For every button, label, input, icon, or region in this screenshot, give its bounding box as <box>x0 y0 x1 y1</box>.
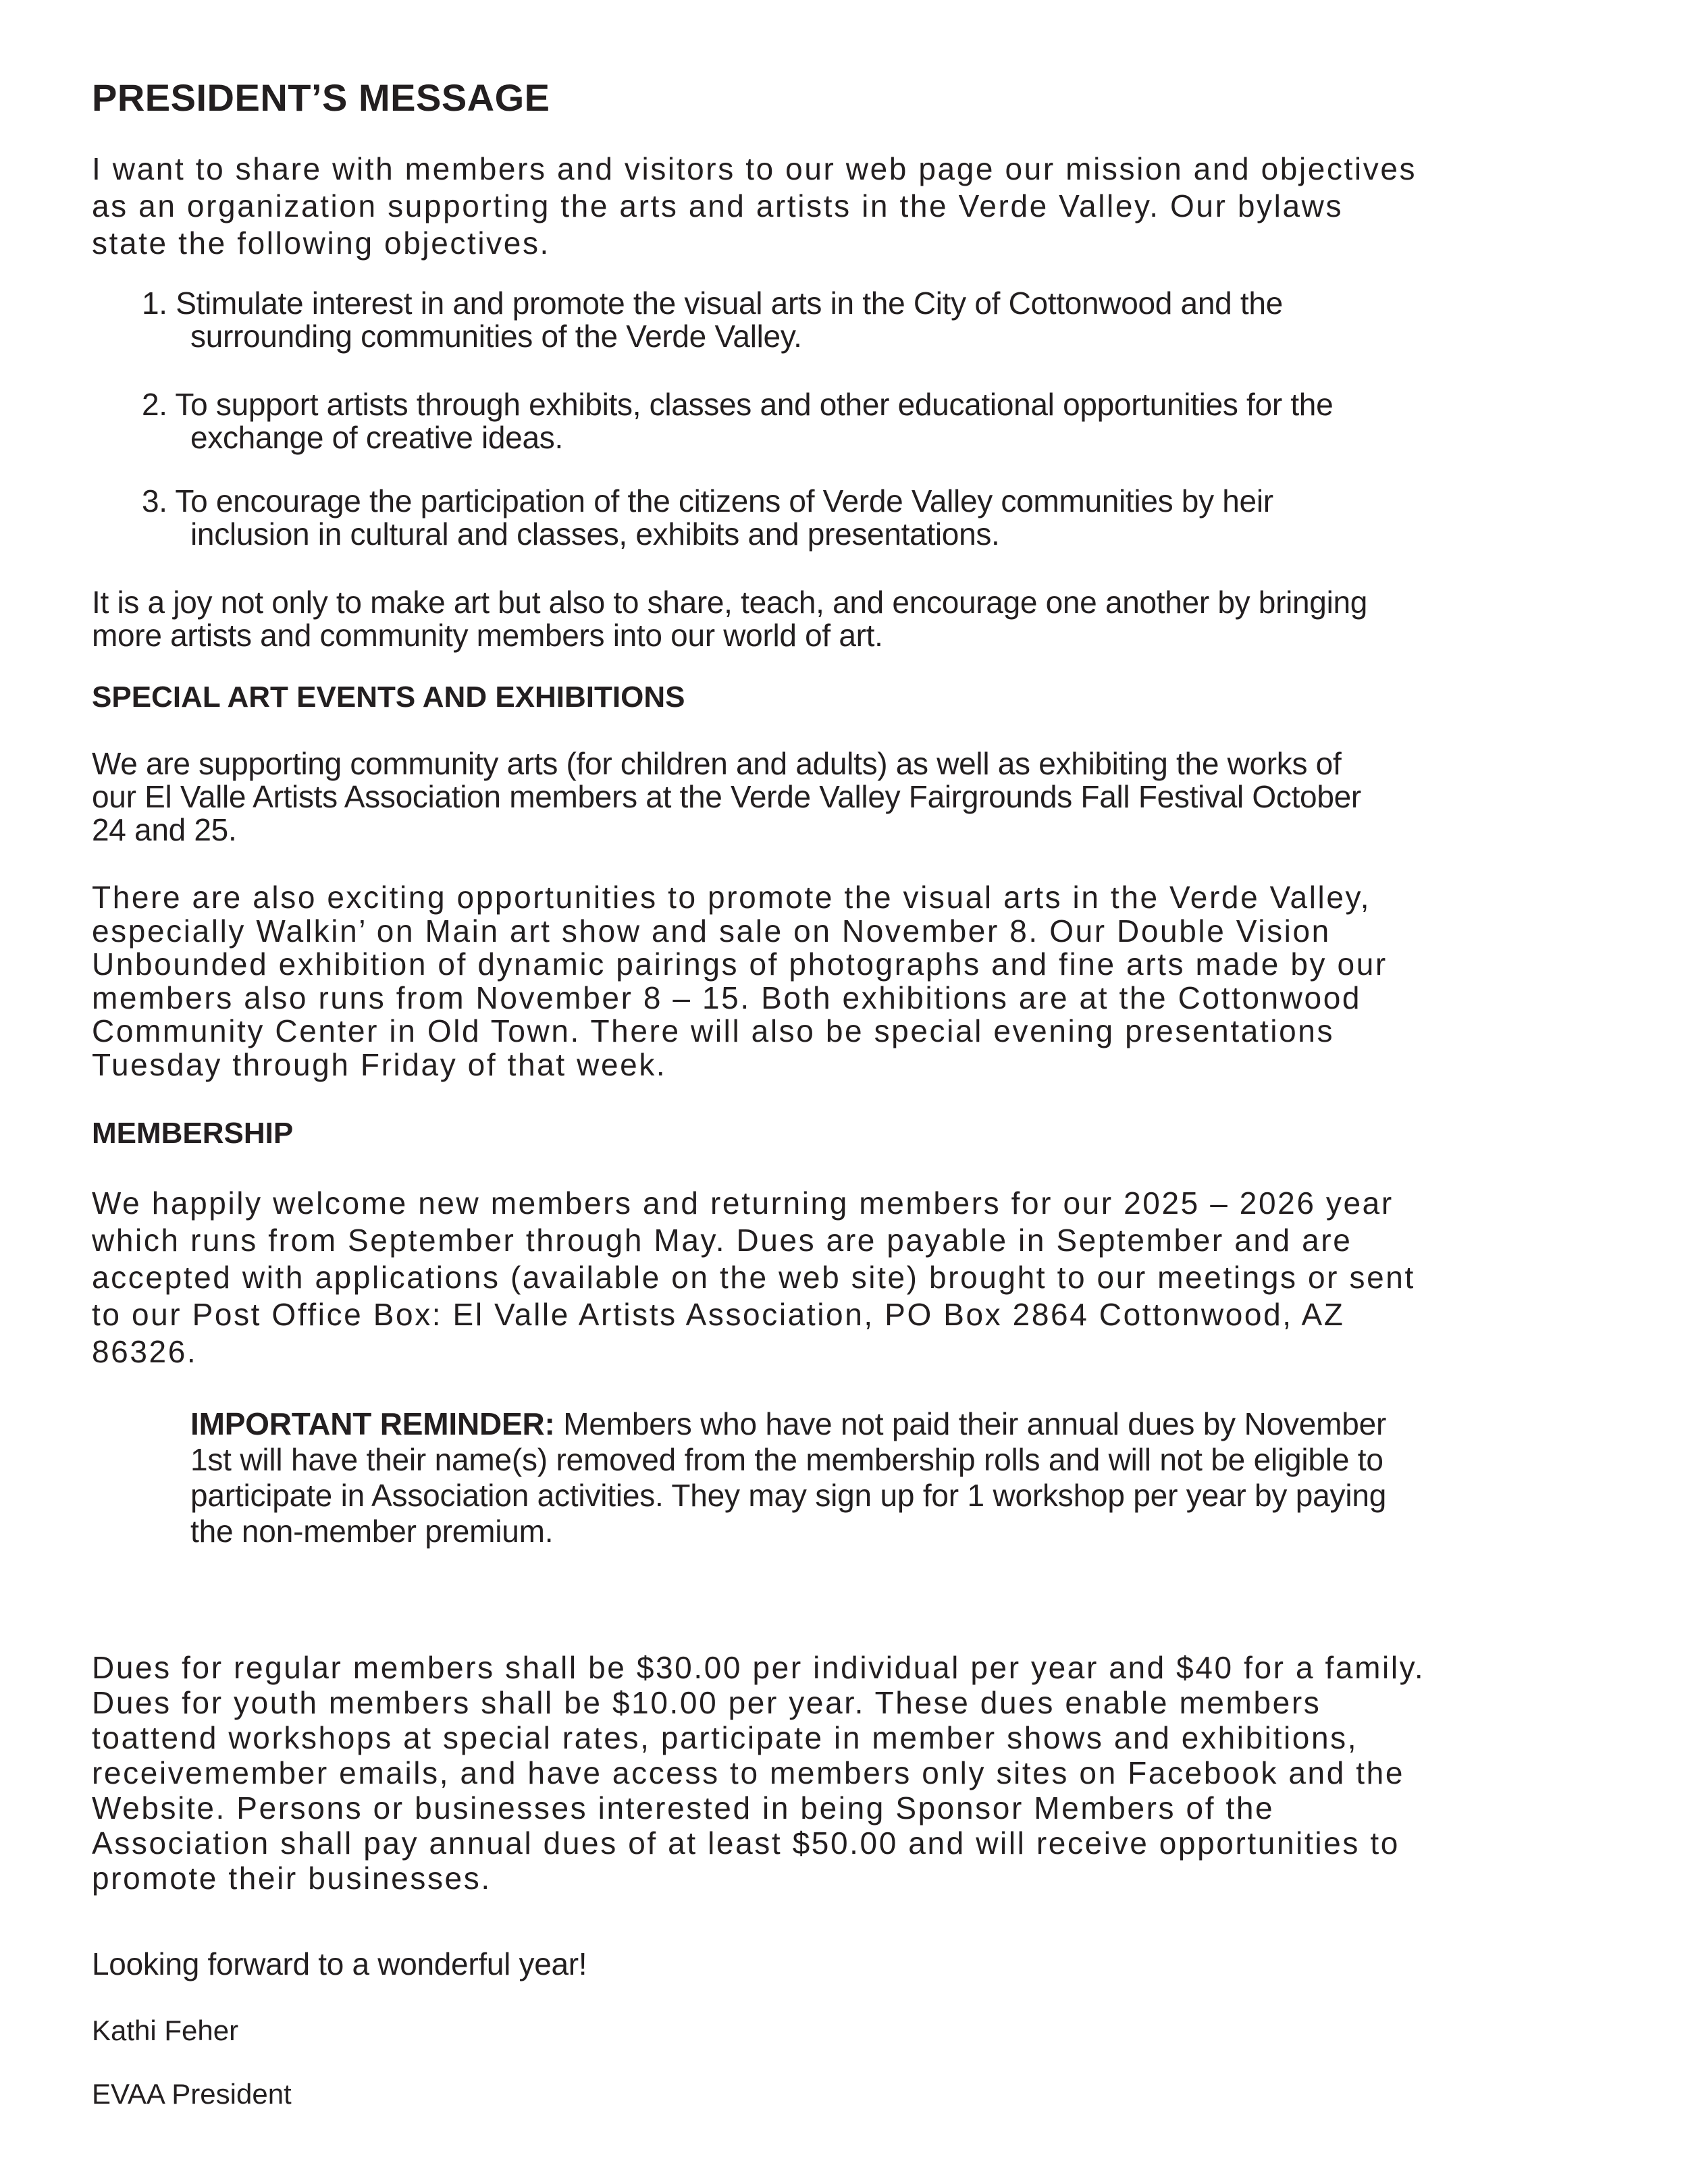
objective-item-2 <box>142 388 1627 454</box>
text-line: Dues for youth members shall be $10.00 per year. These dues enable members <box>92 1685 1321 1720</box>
signature-name: Kathi Feher <box>92 2015 239 2046</box>
text-line: There are also exciting opportunities to promote the visual arts in the Verde Valley, <box>92 880 1371 915</box>
text-line: We are supporting community arts (for children and adults) as well as exhibiting the works of <box>92 746 1342 781</box>
events-paragraph-1 <box>92 747 1618 847</box>
text-line: Association shall pay annual dues of at least $50.00 and will receive opportunities to <box>92 1826 1400 1861</box>
important-reminder <box>190 1406 1608 1549</box>
text-line: promote their businesses. <box>92 1861 492 1896</box>
joy-paragraph <box>92 586 1618 652</box>
text-line: We happily welcome new members and returning members for our 2025 – 2026 year <box>92 1186 1394 1221</box>
text-line: 3. To encourage the participation of the citizens of Verde Valley communities by heir <box>142 483 1273 518</box>
text-line: Tuesday through Friday of that week. <box>92 1046 667 1082</box>
membership-paragraph <box>92 1185 1618 1370</box>
dues-paragraph <box>92 1650 1618 1896</box>
text-line: Community Center in Old Town. There will also be special evening presentations <box>92 1013 1335 1048</box>
text-line: receivemember emails, and have access to members only sites on Facebook and the <box>92 1755 1405 1790</box>
text-line: inclusion in cultural and classes, exhibits and presentations. <box>190 516 1000 552</box>
reminder-text: Members who have not paid their annual dues by November <box>554 1406 1387 1441</box>
objective-item-3 <box>142 485 1627 551</box>
text-line: our El Valle Artists Association members at the Verde Valley Fairgrounds Fall Festival October <box>92 779 1361 814</box>
text-line: Dues for regular members shall be $30.00 per individual per year and $40 for a family. <box>92 1650 1425 1685</box>
text-line: toattend workshops at special rates, participate in member shows and exhibitions, <box>92 1720 1359 1755</box>
text-line: exchange of creative ideas. <box>190 420 563 455</box>
text-line: accepted with applications (available on the web site) brought to our meetings or sent <box>92 1260 1415 1295</box>
text-line: I want to share with members and visitors to our web page our mission and objectives <box>92 151 1417 186</box>
reminder-label: IMPORTANT REMINDER: <box>190 1406 555 1441</box>
text-line: Unbounded exhibition of dynamic pairings of photographs and fine arts made by our <box>92 947 1388 982</box>
text-line: especially Walkin’ on Main art show and sale on November 8. Our Double Vision <box>92 913 1331 949</box>
reminder-text: participate in Association activities. They may sign up for 1 workshop per year by paying <box>190 1478 1387 1513</box>
reminder-text: 1st will have their name(s) removed from the membership rolls and will not be eligible to <box>190 1442 1383 1477</box>
objective-item-1 <box>142 287 1627 353</box>
text-line: 2. To support artists through exhibits, classes and other educational opportunities for the <box>142 387 1334 422</box>
text-line: which runs from September through May. Dues are payable in September and are <box>92 1223 1352 1258</box>
events-heading: SPECIAL ART EVENTS AND EXHIBITIONS <box>92 681 685 714</box>
reminder-text: the non-member premium. <box>190 1514 554 1549</box>
text-line: state the following objectives. <box>92 225 550 261</box>
events-paragraph-2 <box>92 881 1618 1082</box>
text-line: more artists and community members into our world of art. <box>92 618 883 653</box>
membership-heading: MEMBERSHIP <box>92 1117 294 1150</box>
signature-title: EVAA President <box>92 2078 292 2110</box>
text-line: 1. Stimulate interest in and promote the visual arts in the City of Cottonwood and the <box>142 286 1283 321</box>
text-line: Website. Persons or businesses interested in being Sponsor Members of the <box>92 1790 1275 1826</box>
text-line: as an organization supporting the arts and artists in the Verde Valley. Our bylaws <box>92 188 1344 223</box>
text-line: 24 and 25. <box>92 812 237 847</box>
text-line: to our Post Office Box: El Valle Artists Association, PO Box 2864 Cottonwood, AZ <box>92 1297 1345 1332</box>
text-line: surrounding communities of the Verde Valley. <box>190 319 802 354</box>
page-title: PRESIDENT’S MESSAGE <box>92 76 550 119</box>
text-line: members also runs from November 8 – 15. Both exhibitions are at the Cottonwood <box>92 980 1362 1015</box>
closing-line: Looking forward to a wonderful year! <box>92 1946 587 1981</box>
text-line: It is a joy not only to make art but also to share, teach, and encourage one another by bringing <box>92 585 1368 620</box>
text-line: 86326. <box>92 1334 198 1369</box>
intro-paragraph <box>92 151 1618 262</box>
